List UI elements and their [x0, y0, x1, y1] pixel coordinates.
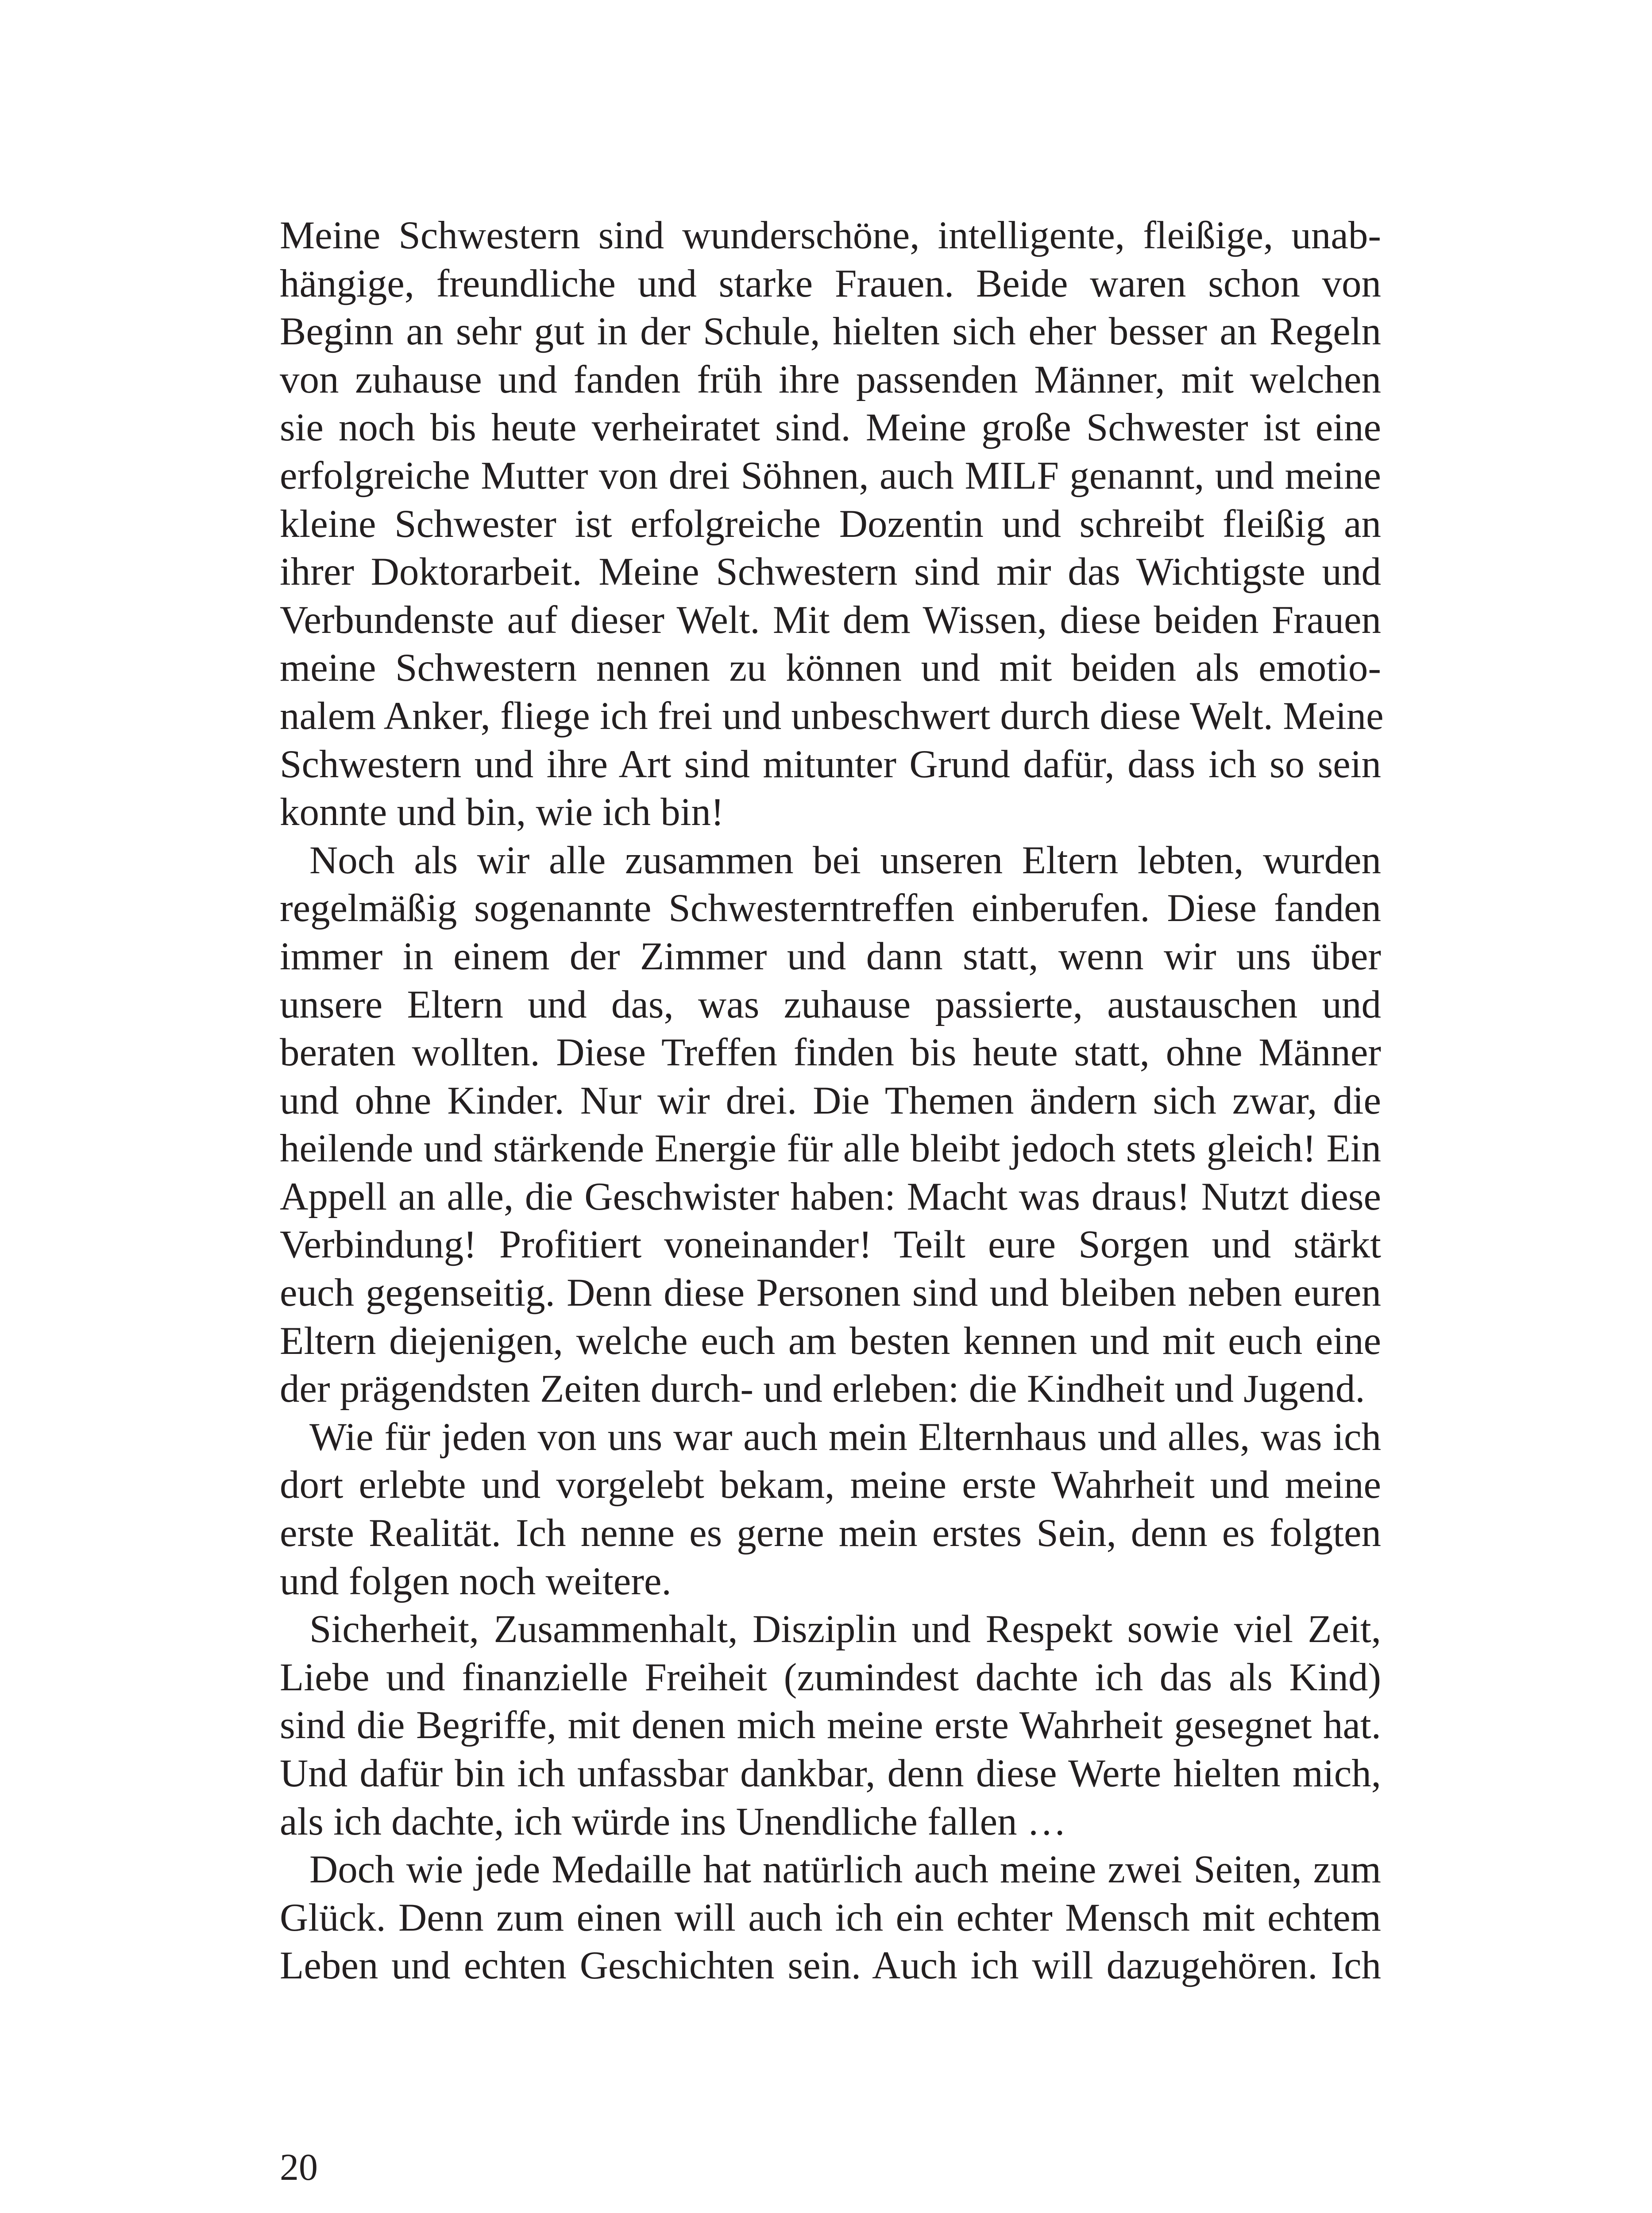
page-number: 20: [280, 2146, 318, 2188]
text-line: als ich dachte, ich würde ins Unendliche fallen …: [280, 1800, 1066, 1843]
text-line: unsere Eltern und das, was zuhause passierte, austauschen und: [280, 983, 1381, 1026]
text-line: Appell an alle, die Geschwister haben: Macht was draus! Nutzt diese: [280, 1175, 1381, 1218]
text-line: nalem Anker, fliege ich frei und unbeschwert durch diese Welt. Meine: [280, 694, 1384, 738]
text-line: regelmäßig sogenannte Schwesterntreffen einberufen. Diese fanden: [280, 887, 1381, 930]
paragraph: [280, 1605, 1381, 1846]
text-line: Wie für jeden von uns war auch mein Elternhaus und alles, was ich: [309, 1415, 1381, 1459]
text-line: Meine Schwestern sind wunderschöne, intelligente, fleißige, unab-: [280, 214, 1381, 257]
text-line: Liebe und finanzielle Freiheit (zumindest dachte ich das als Kind): [280, 1655, 1381, 1699]
text-line: immer in einem der Zimmer und dann statt, wenn wir uns über: [280, 934, 1381, 978]
paragraph: [280, 1413, 1381, 1605]
body-text: [280, 212, 1384, 1990]
text-line: Verbindung! Profitiert voneinander! Teilt eure Sorgen und stärkt: [280, 1223, 1381, 1267]
text-line: Glück. Denn zum einen will auch ich ein echter Mensch mit echtem: [280, 1896, 1381, 1939]
text-line: Beginn an sehr gut in der Schule, hielten sich eher besser an Regeln: [280, 310, 1381, 354]
text-line: Schwestern und ihre Art sind mitunter Grund dafür, dass ich so sein: [280, 742, 1381, 786]
text-line: konnte und bin, wie ich bin!: [280, 790, 724, 834]
text-line: Leben und echten Geschichten sein. Auch ich will dazugehören. Ich: [280, 1944, 1381, 1988]
text-line: ihrer Doktorarbeit. Meine Schwestern sind mir das Wichtigste und: [280, 550, 1381, 594]
text-line: Eltern diejenigen, welche euch am besten kennen und mit euch eine: [280, 1319, 1381, 1363]
text-line: beraten wollten. Diese Treffen finden bis heute statt, ohne Männer: [280, 1031, 1381, 1075]
text-line: euch gegenseitig. Denn diese Personen sind und bleiben neben euren: [280, 1271, 1381, 1315]
text-line: Noch als wir alle zusammen bei unseren Eltern lebten, wurden: [309, 838, 1381, 882]
text-line: meine Schwestern nennen zu können und mit beiden als emotio-: [280, 646, 1381, 690]
text-line: der prägendsten Zeiten durch- und erleben: die Kindheit und Jugend.: [280, 1367, 1365, 1411]
text-line: Und dafür bin ich unfassbar dankbar, denn diese Werte hielten mich,: [280, 1752, 1381, 1795]
text-line: dort erlebte und vorgelebt bekam, meine erste Wahrheit und meine: [280, 1463, 1381, 1507]
text-line: und folgen noch weitere.: [280, 1559, 672, 1603]
text-line: von zuhause und fanden früh ihre passenden Männer, mit welchen: [280, 358, 1381, 401]
paragraph: [280, 837, 1381, 1413]
paragraph: [280, 212, 1384, 837]
text-line: heilende und stärkende Energie für alle bleibt jedoch stets gleich! Ein: [280, 1127, 1381, 1171]
text-line: erfolgreiche Mutter von drei Söhnen, auch MILF genannt, und meine: [280, 454, 1381, 497]
text-line: kleine Schwester ist erfolgreiche Dozentin und schreibt fleißig an: [280, 502, 1381, 546]
paragraph: [280, 1846, 1381, 1990]
text-line: Verbundenste auf dieser Welt. Mit dem Wissen, diese beiden Frauen: [280, 598, 1381, 642]
text-line: Sicherheit, Zusammenhalt, Disziplin und Respekt sowie viel Zeit,: [309, 1608, 1381, 1651]
text-line: sie noch bis heute verheiratet sind. Meine große Schwester ist eine: [280, 406, 1381, 450]
text-line: sind die Begriffe, mit denen mich meine erste Wahrheit gesegnet hat.: [280, 1704, 1381, 1747]
text-line: hängige, freundliche und starke Frauen. Beide waren schon von: [280, 262, 1381, 305]
text-line: erste Realität. Ich nenne es gerne mein erstes Sein, denn es folgten: [280, 1511, 1381, 1555]
text-line: und ohne Kinder. Nur wir drei. Die Themen ändern sich zwar, die: [280, 1079, 1381, 1122]
text-line: Doch wie jede Medaille hat natürlich auch meine zwei Seiten, zum: [309, 1848, 1381, 1892]
